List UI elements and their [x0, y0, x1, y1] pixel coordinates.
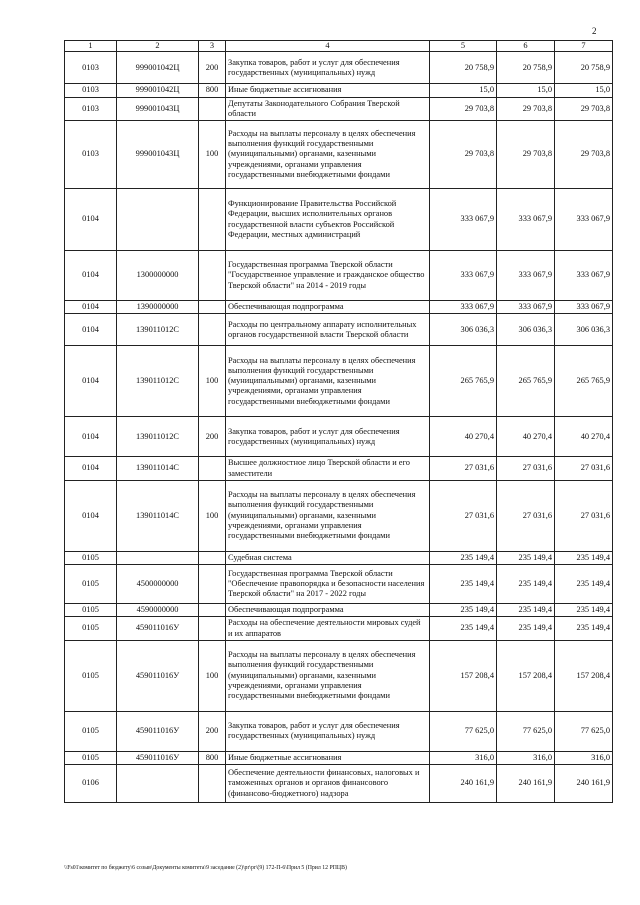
target-article-code: 4590000000	[117, 604, 199, 617]
column-header: 3	[199, 41, 226, 52]
target-article-code: 4500000000	[117, 565, 199, 604]
description: Функционирование Правительства Российской Федерации, высших исполнительных органов государственной власти субъектов Российской Федерации, местных администраций	[226, 189, 430, 251]
column-header: 5	[430, 41, 497, 52]
description: Депутаты Законодательного Собрания Тверской области	[226, 97, 430, 121]
section-code: 0104	[65, 314, 117, 346]
table-row	[65, 765, 613, 803]
amount-col-6: 157 208,4	[497, 640, 555, 711]
expense-type-code	[199, 551, 226, 564]
table-row	[65, 617, 613, 641]
expense-type-code: 100	[199, 640, 226, 711]
expense-type-code: 100	[199, 346, 226, 417]
column-header: 1	[65, 41, 117, 52]
amount-col-6: 333 067,9	[497, 251, 555, 301]
table-row	[65, 551, 613, 564]
amount-col-5: 240 161,9	[430, 765, 497, 803]
section-code: 0106	[65, 765, 117, 803]
amount-col-5: 77 625,0	[430, 711, 497, 751]
expense-type-code	[199, 314, 226, 346]
column-header: 4	[226, 41, 430, 52]
section-code: 0104	[65, 457, 117, 481]
amount-col-7: 235 149,4	[555, 551, 613, 564]
amount-col-7: 27 031,6	[555, 480, 613, 551]
amount-col-7: 333 067,9	[555, 189, 613, 251]
table-row	[65, 189, 613, 251]
amount-col-5: 235 149,4	[430, 565, 497, 604]
amount-col-5: 27 031,6	[430, 457, 497, 481]
section-code: 0105	[65, 751, 117, 764]
target-article-code: 999001043Ц	[117, 121, 199, 189]
amount-col-6: 333 067,9	[497, 301, 555, 314]
description: Обеспечение деятельности финансовых, налоговых и таможенных органов и органов финансового (финансово-бюджетного) надзора	[226, 765, 430, 803]
expense-type-code: 200	[199, 52, 226, 84]
section-code: 0103	[65, 121, 117, 189]
description: Государственная программа Тверской области "Обеспечение правопорядка и безопасности населения Тверской области" на 2017 - 2022 годы	[226, 565, 430, 604]
amount-col-6: 15,0	[497, 84, 555, 97]
amount-col-7: 235 149,4	[555, 617, 613, 641]
expense-type-code	[199, 301, 226, 314]
amount-col-7: 306 036,3	[555, 314, 613, 346]
description: Закупка товаров, работ и услуг для обеспечения государственных (муниципальных) нужд	[226, 711, 430, 751]
column-header: 2	[117, 41, 199, 52]
amount-col-6: 20 758,9	[497, 52, 555, 84]
expense-type-code	[199, 251, 226, 301]
section-code: 0105	[65, 711, 117, 751]
expense-type-code	[199, 189, 226, 251]
amount-col-6: 27 031,6	[497, 457, 555, 481]
expense-type-code	[199, 97, 226, 121]
section-code: 0105	[65, 565, 117, 604]
target-article-code: 139011012С	[117, 314, 199, 346]
section-code: 0105	[65, 617, 117, 641]
amount-col-6: 265 765,9	[497, 346, 555, 417]
section-code: 0105	[65, 551, 117, 564]
amount-col-5: 306 036,3	[430, 314, 497, 346]
description: Иные бюджетные ассигнования	[226, 751, 430, 764]
section-code: 0104	[65, 480, 117, 551]
amount-col-7: 235 149,4	[555, 565, 613, 604]
expense-type-code	[199, 604, 226, 617]
amount-col-7: 333 067,9	[555, 251, 613, 301]
budget-table	[64, 40, 613, 803]
table-row	[65, 711, 613, 751]
target-article-code	[117, 551, 199, 564]
amount-col-7: 27 031,6	[555, 457, 613, 481]
amount-col-6: 306 036,3	[497, 314, 555, 346]
amount-col-5: 157 208,4	[430, 640, 497, 711]
column-header: 6	[497, 41, 555, 52]
expense-type-code: 100	[199, 480, 226, 551]
target-article-code: 999001042Ц	[117, 84, 199, 97]
amount-col-7: 333 067,9	[555, 301, 613, 314]
amount-col-7: 29 703,8	[555, 97, 613, 121]
table-row	[65, 346, 613, 417]
amount-col-6: 29 703,8	[497, 97, 555, 121]
target-article-code: 459011016У	[117, 711, 199, 751]
table-row	[65, 121, 613, 189]
table-row	[65, 97, 613, 121]
amount-col-6: 40 270,4	[497, 417, 555, 457]
description: Расходы на обеспечение деятельности мировых судей и их аппаратов	[226, 617, 430, 641]
table-row	[65, 565, 613, 604]
amount-col-6: 27 031,6	[497, 480, 555, 551]
column-header: 7	[555, 41, 613, 52]
description: Закупка товаров, работ и услуг для обеспечения государственных (муниципальных) нужд	[226, 417, 430, 457]
amount-col-7: 15,0	[555, 84, 613, 97]
column-number-row	[65, 41, 613, 52]
description: Судебная система	[226, 551, 430, 564]
table-row	[65, 604, 613, 617]
description: Высшее должностное лицо Тверской области и его заместители	[226, 457, 430, 481]
file-path-footer: \\Fs01\комитет по бюджету\6 созыв\Документы комитета\9 заседание (2)\pr\pr\(9) 172-П-6\Прил 5 (Прил 12 РПЦВ)	[64, 865, 347, 871]
section-code: 0104	[65, 189, 117, 251]
table-row	[65, 301, 613, 314]
section-code: 0105	[65, 604, 117, 617]
amount-col-7: 240 161,9	[555, 765, 613, 803]
amount-col-7: 29 703,8	[555, 121, 613, 189]
description: Расходы на выплаты персоналу в целях обеспечения выполнения функций государственными (муниципальными) органами, казенными учреждениями, органами управления государственными внебюджетными фондами	[226, 346, 430, 417]
amount-col-6: 240 161,9	[497, 765, 555, 803]
table-row	[65, 457, 613, 481]
page-number: 2	[592, 26, 597, 36]
amount-col-6: 333 067,9	[497, 189, 555, 251]
amount-col-5: 29 703,8	[430, 97, 497, 121]
table-row	[65, 751, 613, 764]
target-article-code: 139011012С	[117, 346, 199, 417]
amount-col-7: 265 765,9	[555, 346, 613, 417]
table-row	[65, 480, 613, 551]
amount-col-5: 333 067,9	[430, 189, 497, 251]
description: Расходы на выплаты персоналу в целях обеспечения выполнения функций государственными (муниципальными) органами, казенными учреждениями, органами управления государственными внебюджетными фондами	[226, 121, 430, 189]
expense-type-code	[199, 457, 226, 481]
target-article-code: 459011016У	[117, 751, 199, 764]
amount-col-5: 235 149,4	[430, 617, 497, 641]
target-article-code	[117, 765, 199, 803]
target-article-code: 139011014С	[117, 480, 199, 551]
target-article-code: 459011016У	[117, 640, 199, 711]
section-code: 0103	[65, 52, 117, 84]
description: Расходы по центральному аппарату исполнительных органов государственной власти Тверской области	[226, 314, 430, 346]
description: Государственная программа Тверской области "Государственное управление и гражданское общество Тверской области" на 2014 - 2019 годы	[226, 251, 430, 301]
table-row	[65, 84, 613, 97]
amount-col-6: 29 703,8	[497, 121, 555, 189]
amount-col-5: 333 067,9	[430, 301, 497, 314]
amount-col-7: 40 270,4	[555, 417, 613, 457]
amount-col-5: 40 270,4	[430, 417, 497, 457]
table-row	[65, 417, 613, 457]
amount-col-7: 77 625,0	[555, 711, 613, 751]
expense-type-code: 800	[199, 84, 226, 97]
amount-col-7: 20 758,9	[555, 52, 613, 84]
expense-type-code: 800	[199, 751, 226, 764]
amount-col-5: 316,0	[430, 751, 497, 764]
description: Закупка товаров, работ и услуг для обеспечения государственных (муниципальных) нужд	[226, 52, 430, 84]
amount-col-5: 333 067,9	[430, 251, 497, 301]
table-row	[65, 52, 613, 84]
expense-type-code	[199, 565, 226, 604]
target-article-code: 459011016У	[117, 617, 199, 641]
table-row	[65, 314, 613, 346]
amount-col-5: 29 703,8	[430, 121, 497, 189]
expense-type-code: 100	[199, 121, 226, 189]
amount-col-6: 235 149,4	[497, 617, 555, 641]
amount-col-7: 157 208,4	[555, 640, 613, 711]
section-code: 0104	[65, 346, 117, 417]
table-row	[65, 640, 613, 711]
expense-type-code	[199, 617, 226, 641]
amount-col-6: 235 149,4	[497, 565, 555, 604]
target-article-code: 999001043Ц	[117, 97, 199, 121]
amount-col-6: 235 149,4	[497, 604, 555, 617]
amount-col-5: 265 765,9	[430, 346, 497, 417]
amount-col-7: 316,0	[555, 751, 613, 764]
amount-col-5: 15,0	[430, 84, 497, 97]
description: Обеспечивающая подпрограмма	[226, 301, 430, 314]
section-code: 0105	[65, 640, 117, 711]
table-row	[65, 251, 613, 301]
target-article-code: 139011012С	[117, 417, 199, 457]
amount-col-5: 27 031,6	[430, 480, 497, 551]
amount-col-5: 235 149,4	[430, 551, 497, 564]
amount-col-6: 235 149,4	[497, 551, 555, 564]
expense-type-code: 200	[199, 417, 226, 457]
target-article-code	[117, 189, 199, 251]
section-code: 0104	[65, 251, 117, 301]
section-code: 0104	[65, 301, 117, 314]
description: Обеспечивающая подпрограмма	[226, 604, 430, 617]
target-article-code: 139011014С	[117, 457, 199, 481]
section-code: 0103	[65, 84, 117, 97]
target-article-code: 999001042Ц	[117, 52, 199, 84]
amount-col-5: 235 149,4	[430, 604, 497, 617]
expense-type-code: 200	[199, 711, 226, 751]
target-article-code: 1300000000	[117, 251, 199, 301]
amount-col-6: 77 625,0	[497, 711, 555, 751]
description: Расходы на выплаты персоналу в целях обеспечения выполнения функций государственными (муниципальными) органами, казенными учреждениями, органами управления государственными внебюджетными фондами	[226, 640, 430, 711]
amount-col-6: 316,0	[497, 751, 555, 764]
target-article-code: 1390000000	[117, 301, 199, 314]
description: Иные бюджетные ассигнования	[226, 84, 430, 97]
expense-type-code	[199, 765, 226, 803]
amount-col-5: 20 758,9	[430, 52, 497, 84]
section-code: 0103	[65, 97, 117, 121]
description: Расходы на выплаты персоналу в целях обеспечения выполнения функций государственными (муниципальными) органами, казенными учреждениями, органами управления государственными внебюджетными фондами	[226, 480, 430, 551]
section-code: 0104	[65, 417, 117, 457]
amount-col-7: 235 149,4	[555, 604, 613, 617]
